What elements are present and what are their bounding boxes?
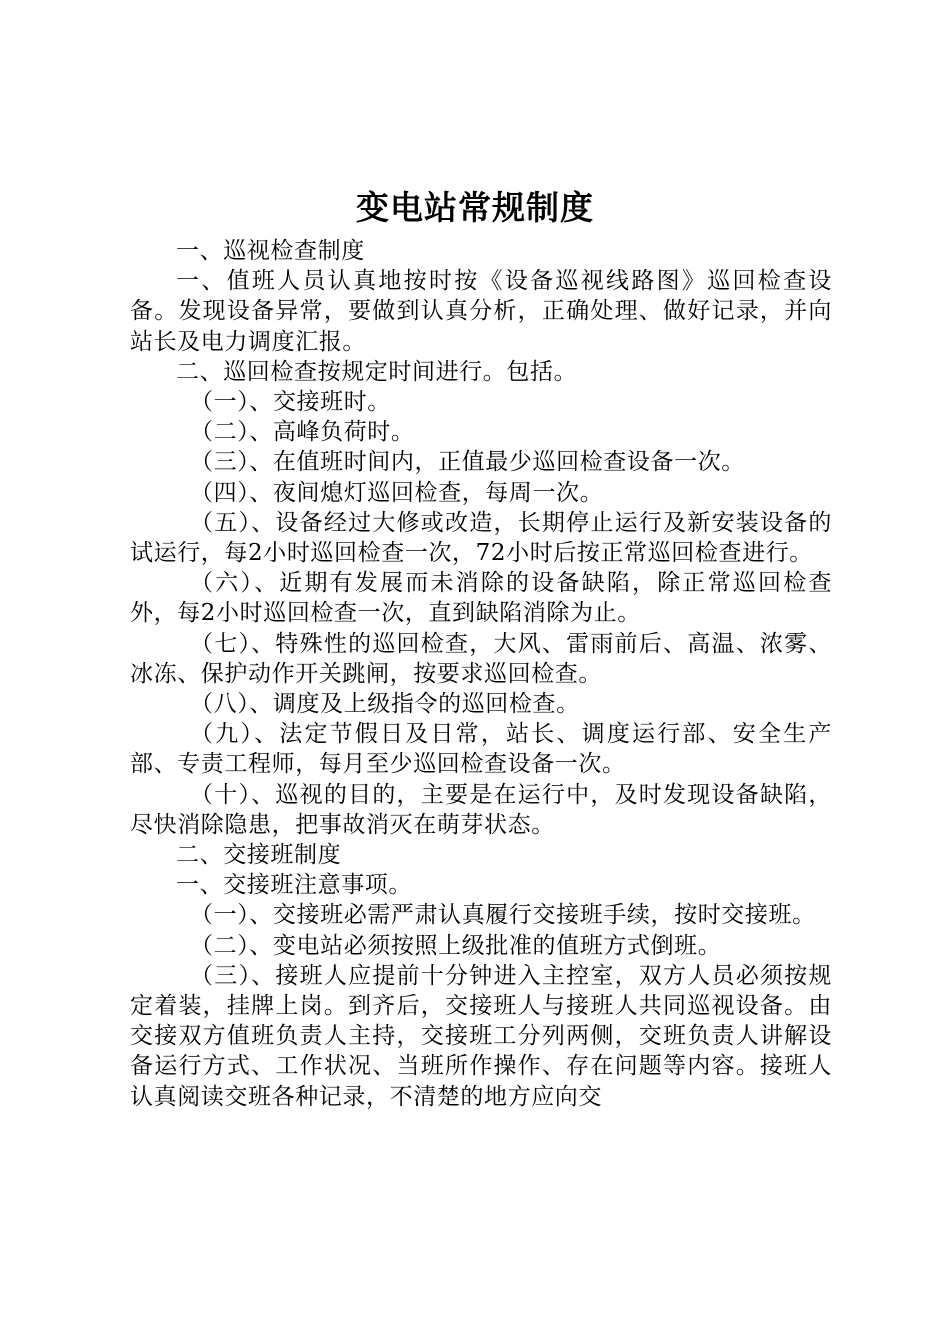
list-item: （七）、特殊性的巡回检查，大风、雷雨前后、高温、浓雾、冰冻、保护动作开关跳闸，按要求巡回检查。 [130, 630, 832, 687]
paragraph: 二、巡回检查按规定时间进行。包括。 [176, 358, 578, 385]
list-item: （二）、高峰负荷时。 [190, 419, 415, 446]
list-item: （六）、近期有发展而未消除的设备缺陷，除正常巡回检查外，每2小时巡回检查一次，直到缺陷消除为止。 [130, 570, 832, 627]
list-item: （五）、设备经过大修或改造，长期停止运行及新安装设备的试运行，每2小时巡回检查一次，72小时后按正常巡回检查进行。 [130, 509, 832, 567]
list-item: （一）、交接班时。 [190, 389, 391, 416]
list-item: （一）、交接班必需严肃认真履行交接班手续，按时交接班。 [190, 902, 816, 929]
list-item: （八）、调度及上级指令的巡回检查。 [190, 691, 580, 718]
list-item: （四）、夜间熄灯巡回检查，每周一次。 [190, 479, 604, 506]
list-item: （十）、巡视的目的，主要是在运行中，及时发现设备缺陷，尽快消除隐患，把事故消灭在萌芽状态。 [130, 781, 832, 838]
document-title: 变电站常规制度 [356, 188, 594, 227]
paragraph: 一、交接班注意事项。 [176, 872, 412, 899]
paragraph: 一、值班人员认真地按时按《设备巡视线路图》巡回检查设备。发现设备异常，要做到认真分析，正确处理、做好记录，并向站长及电力调度汇报。 [130, 268, 832, 355]
list-item: （二）、变电站必须按照上级批准的值班方式倒班。 [190, 932, 722, 959]
list-item: （九）、法定节假日及日常，站长、调度运行部、安全生产部、专责工程师，每月至少巡回检查设备一次。 [130, 721, 832, 778]
document-body [130, 236, 832, 1112]
list-item: （三）、接班人应提前十分钟进入主控室，双方人员必须按规定着装，挂牌上岗。到齐后，交接班人与接班人共同巡视设备。由交接双方值班负责人主持，交接班工分列两侧，交班负责人讲解设备运行方式、工作状况、当班所作操作、存在问题等内容。接班人认真阅读交班各种记录，不清楚的地方应向交 [130, 962, 832, 1110]
section-heading-handover: 二、交接班制度 [176, 842, 342, 869]
list-item: （三）、在值班时间内，正值最少巡回检查设备一次。 [190, 449, 745, 476]
section-heading-inspection: 一、巡视检查制度 [176, 238, 365, 264]
